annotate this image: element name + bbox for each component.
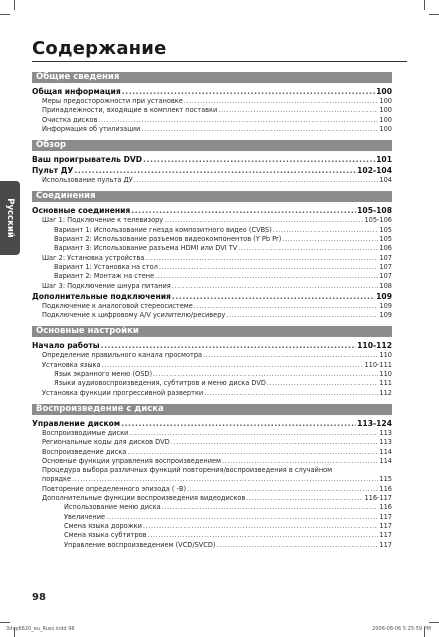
toc-entry <box>32 263 392 272</box>
toc-entry-text: Шаг 1: Подключение к телевизору <box>42 216 164 225</box>
toc-entry-text: Региональные коды для дисков DVD <box>42 438 170 447</box>
toc-entry <box>32 541 392 550</box>
toc-entry-text: Определение правильного канала просмотра <box>42 351 203 360</box>
toc-entry-text: Шаг 3: Подключение шнура питания <box>42 281 171 290</box>
leader-dots <box>72 475 378 484</box>
toc-page-number: 117 <box>379 521 392 530</box>
leader-dots <box>226 311 378 320</box>
section-header: Соединения <box>32 191 392 202</box>
toc-page-number: 107 <box>379 272 392 281</box>
toc-page-number: 100 <box>379 106 392 115</box>
toc-page-number: 105 <box>379 235 392 244</box>
toc-entry-text: Управление диском <box>32 418 121 428</box>
toc-entry <box>32 485 392 494</box>
leader-dots <box>203 351 378 360</box>
leader-dots <box>122 86 375 97</box>
toc-entry <box>32 379 392 388</box>
toc-entry-text: Вариант 1: Использование гнезда композитного видео (CVBS) <box>54 225 272 234</box>
toc-entry <box>32 429 392 438</box>
toc-entry-text: Дополнительные функции воспроизведения видеодисков <box>42 494 246 503</box>
toc-page-number: 112 <box>379 388 392 397</box>
section-header: Основные настройки <box>32 326 392 337</box>
toc-entry-text: Управление воспроизведением (VCD/SVCD) <box>64 540 216 549</box>
crop-mark <box>429 622 439 623</box>
toc-entry-text: Вариант 1: Установка на стол <box>54 262 158 271</box>
toc-entry-text: Информация об утилизации <box>42 124 141 133</box>
toc-entry <box>32 254 392 263</box>
leader-dots <box>218 106 378 115</box>
toc-entry-text: Установка языка <box>42 360 101 369</box>
language-side-tab <box>0 181 20 255</box>
leader-dots <box>98 116 378 125</box>
crop-mark <box>424 0 425 10</box>
toc-entry-text: порядке <box>42 475 72 484</box>
leader-dots <box>164 216 363 225</box>
toc-entry <box>32 226 392 235</box>
toc-entry-text: Начало работы <box>32 341 100 351</box>
toc-entry <box>32 244 392 253</box>
leader-dots <box>172 291 375 302</box>
leader-dots <box>217 541 379 550</box>
toc-entry-text: Смена языка дорожки <box>64 521 142 530</box>
leader-dots <box>101 340 357 351</box>
toc-entry-text: Использование меню диска <box>64 503 161 512</box>
title-divider <box>32 61 407 62</box>
toc-entry <box>32 272 392 281</box>
toc-page-number: 116 <box>379 484 392 493</box>
toc-page-number: 100 <box>379 115 392 124</box>
leader-dots <box>141 125 378 134</box>
page-number: 98 <box>32 592 46 603</box>
toc-entry <box>32 361 392 370</box>
toc-page-number: 114 <box>379 456 392 465</box>
toc-entry <box>32 351 392 360</box>
toc-page-number: 110-112 <box>357 341 392 351</box>
toc-entry-text: Установка функции прогрессивной развертки <box>42 388 204 397</box>
toc-page-number: 100 <box>379 124 392 133</box>
leader-dots <box>187 485 378 494</box>
toc-entry-text: Увеличение <box>64 512 106 521</box>
toc-entry-text: Основные функции управления воспроизведением <box>42 456 222 465</box>
section-header: Обзор <box>32 140 392 151</box>
leader-dots <box>148 531 379 540</box>
leader-dots <box>153 370 378 379</box>
toc-entry-text: Ваш проигрыватель DVD <box>32 155 143 165</box>
toc-page-number: 116-117 <box>364 494 392 503</box>
leader-dots <box>143 154 375 165</box>
toc-entry <box>32 216 392 225</box>
toc-page-number: 100 <box>379 97 392 105</box>
toc-entry <box>32 503 392 512</box>
toc-entry <box>32 457 392 466</box>
crop-mark <box>14 0 15 10</box>
leader-dots <box>172 282 379 291</box>
section-header: Воспроизведение с диска <box>32 404 392 415</box>
toc-entry <box>32 494 392 503</box>
toc-page-number: 108 <box>379 281 392 290</box>
toc-entry-text: Пульт ДУ <box>32 166 74 176</box>
toc-page-number: 105-108 <box>357 206 392 216</box>
side-tab-label: Русский <box>5 198 15 238</box>
toc-entry-text: Очистка дисков <box>42 115 98 124</box>
toc-page-number: 113 <box>379 438 392 447</box>
leader-dots <box>155 272 378 281</box>
toc-entry <box>32 370 392 379</box>
toc-page-number: 110-111 <box>364 360 392 369</box>
leader-dots <box>74 165 356 176</box>
toc-entry <box>32 466 392 475</box>
toc-page-number: 111 <box>379 379 392 388</box>
toc-page-number: 116 <box>379 503 392 512</box>
leader-dots <box>162 503 379 512</box>
leader-dots <box>134 176 379 185</box>
crop-mark <box>0 14 10 15</box>
leader-dots <box>143 522 379 531</box>
toc-page-number: 106 <box>379 244 392 253</box>
toc-entry <box>32 513 392 522</box>
toc-entry-text: Основные соединения <box>32 206 131 216</box>
leader-dots <box>121 418 356 429</box>
toc-entry-text: Язык экранного меню (OSD) <box>54 370 153 379</box>
toc-page-number: 109 <box>376 291 392 301</box>
leader-dots <box>171 438 379 447</box>
toc-entry-text: Вариант 3: Использование разъема HDMI или DVI TV <box>54 244 238 253</box>
leader-dots <box>145 254 378 263</box>
toc-page-number: 109 <box>379 311 392 320</box>
toc-entry-text: Повторение определенного эпизода ( -B) <box>42 484 187 493</box>
toc-entry <box>32 116 392 125</box>
toc-entry-text: Общая информация <box>32 87 121 96</box>
print-timestamp: 2006-08-06 5:25:59 PM <box>372 626 431 632</box>
toc-major-entry <box>32 340 392 351</box>
leader-dots <box>106 513 378 522</box>
toc-entry <box>32 125 392 134</box>
toc-entry <box>32 176 392 185</box>
toc-entry <box>32 438 392 447</box>
toc-entry-text: Меры предосторожности при установке <box>42 97 183 105</box>
toc-page-number: 117 <box>379 540 392 549</box>
toc-entry <box>32 282 392 291</box>
toc-entry <box>32 97 392 106</box>
toc-entry-text: Шаг 2: Установка устройства <box>42 253 145 262</box>
leader-dots <box>102 361 364 370</box>
toc-entry-text: Принадлежности, входящие в комплект поставки <box>42 106 218 115</box>
leader-dots <box>194 302 379 311</box>
toc-entry <box>32 106 392 115</box>
toc-entry-text: Вариант 2: Использование разъемов видеокомпонентов (Y Pb Pr) <box>54 235 282 244</box>
toc-page-number: 110 <box>379 370 392 379</box>
toc-page-number: 110 <box>379 351 392 360</box>
table-of-contents <box>32 66 392 550</box>
toc-page-number: 102-104 <box>357 166 392 176</box>
leader-dots <box>159 263 379 272</box>
toc-major-entry <box>32 86 392 97</box>
leader-dots <box>273 226 379 235</box>
toc-page-number: 101 <box>376 155 392 165</box>
toc-page-number: 100 <box>376 87 392 96</box>
page-title: Содержание <box>32 38 167 59</box>
toc-entry <box>32 302 392 311</box>
toc-entry <box>32 389 392 398</box>
toc-page-number: 113-124 <box>357 418 392 428</box>
toc-page-number: 109 <box>379 301 392 310</box>
leader-dots <box>127 448 378 457</box>
toc-entry-text: Вариант 2: Монтаж на стене <box>54 272 155 281</box>
leader-dots <box>282 235 378 244</box>
toc-page-number: 117 <box>379 531 392 540</box>
toc-page-number: 114 <box>379 447 392 456</box>
toc-entry-text: Процедура выбора различных функций повторения/воспроизведения в случайном <box>42 466 333 475</box>
toc-major-entry <box>32 291 392 302</box>
section-header: Общие сведения <box>32 72 392 83</box>
leader-dots <box>131 205 356 216</box>
crop-mark <box>429 14 439 15</box>
leader-dots <box>222 457 378 466</box>
toc-page-number: 104 <box>379 176 392 185</box>
toc-entry-text: Использование пульта ДУ <box>42 176 133 185</box>
toc-page-number: 107 <box>379 253 392 262</box>
toc-entry-text: Воспроизводимые диски <box>42 428 129 437</box>
leader-dots <box>204 389 378 398</box>
toc-page-number: 105 <box>379 225 392 234</box>
leader-dots <box>129 429 378 438</box>
toc-entry-text: Дополнительные подключения <box>32 291 171 301</box>
toc-entry-text: Подключение к аналоговой стереосистеме <box>42 301 193 310</box>
crop-mark <box>0 622 10 623</box>
toc-entry-text: Подключение к цифровому A/V усилителю/ресиверу <box>42 311 226 320</box>
toc-page-number: 115 <box>379 475 392 484</box>
toc-major-entry <box>32 165 392 176</box>
toc-major-entry <box>32 205 392 216</box>
toc-major-entry <box>32 418 392 429</box>
toc-entry <box>32 448 392 457</box>
toc-major-entry <box>32 154 392 165</box>
leader-dots <box>238 244 378 253</box>
toc-page-number: 105-106 <box>364 216 392 225</box>
toc-entry <box>32 531 392 540</box>
print-file-info: 3dvp6620_eu_Russ.indd 98 <box>6 626 75 632</box>
toc-entry <box>32 522 392 531</box>
toc-entry-text: Воспроизведение диска <box>42 447 127 456</box>
toc-entry-text: Смена языка субтитров <box>64 531 147 540</box>
leader-dots <box>246 494 363 503</box>
toc-page-number: 113 <box>379 428 392 437</box>
toc-page-number: 107 <box>379 262 392 271</box>
toc-entry <box>32 311 392 320</box>
toc-page-number: 117 <box>379 512 392 521</box>
toc-entry <box>32 475 392 484</box>
leader-dots <box>184 97 379 106</box>
leader-dots <box>267 379 378 388</box>
toc-entry <box>32 235 392 244</box>
toc-entry-text: Языки аудиовоспроизведения, субтитров и меню диска DVD <box>54 379 266 388</box>
